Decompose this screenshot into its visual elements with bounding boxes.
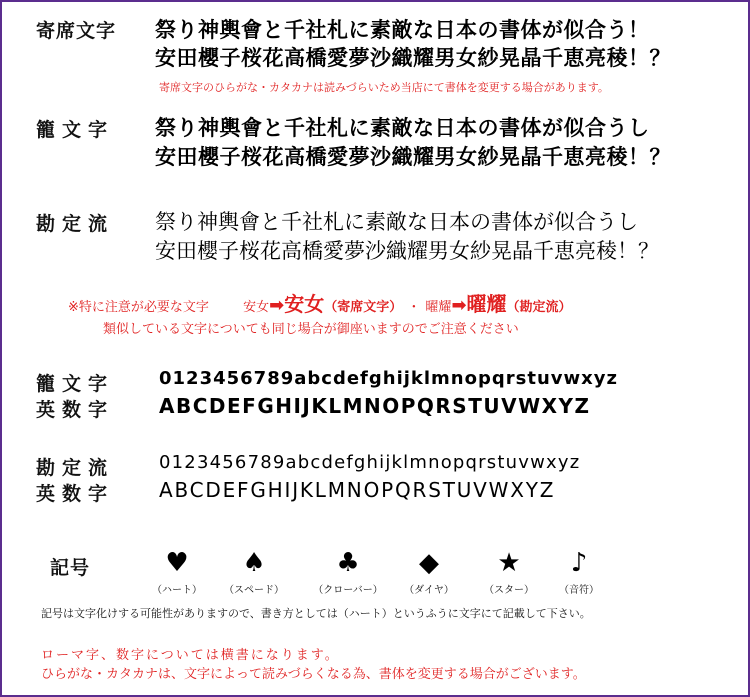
club-icon: ♣ xyxy=(336,548,360,578)
font-name-yose: 寄席文字 xyxy=(36,20,117,42)
symbols-label: 記号 xyxy=(50,557,91,579)
footer-line2: ひらがな・カタカナは、文字によって読みづらくなる為、書体を変更する場合がございます。 xyxy=(41,667,586,682)
alnum-kanjo-digits: 0123456789abcdefghijklmnopqrstuvwxyz xyxy=(159,452,581,473)
yose-note: 寄席文字のひらがな・カタカナは読みづらいため当店にて書体を変更する場合があります。 xyxy=(159,81,609,94)
font-sample-yose-line1: 祭り神輿會と千社札に素敵な日本の書体が似合う！ xyxy=(155,18,650,42)
club-caption: （クローバー） xyxy=(313,585,383,596)
caution-pair1-styled: 安女 xyxy=(284,292,325,316)
caution-row xyxy=(68,288,572,317)
alnum-kago-name1: 籠文字 xyxy=(36,373,115,395)
heart-caption: （ハート） xyxy=(152,585,202,596)
star-icon: ★ xyxy=(497,548,521,578)
alnum-kanjo-upper: ABCDEFGHIJKLMNOPQRSTUVWXYZ xyxy=(159,478,556,502)
alnum-kago-name2: 英数字 xyxy=(36,399,115,421)
spade-caption: （スペード） xyxy=(224,585,284,596)
alnum-kago-digits: 0123456789abcdefghijklmnopqrstuvwxyz xyxy=(159,368,618,389)
caution-separator: ・ xyxy=(407,300,421,315)
caution-lead: ※特に注意が必要な文字 xyxy=(68,300,209,315)
diamond-icon: ◆ xyxy=(419,548,439,578)
star-caption: （スター） xyxy=(484,585,534,596)
font-name-kanjo: 勘定流 xyxy=(36,213,115,235)
music-note-caption: （音符） xyxy=(559,585,599,596)
arrow-right-icon: ➡ xyxy=(269,295,285,316)
font-sample-kago-line2: 安田櫻子桜花高橋愛夢沙織耀男女紗晃晶千恵亮稜！？ xyxy=(155,145,671,169)
footer-line1: ローマ字、数字については横書になります。 xyxy=(41,648,340,663)
font-sample-yose-line2: 安田櫻子桜花高橋愛夢沙織耀男女紗晃晶千恵亮稜！？ xyxy=(155,46,671,70)
arrow-right-icon: ➡ xyxy=(451,295,467,316)
music-note-icon: ♪ xyxy=(570,548,588,578)
font-sample-kago-line1: 祭り神輿會と千社札に素敵な日本の書体が似合うし xyxy=(155,116,650,140)
spade-icon: ♠ xyxy=(242,548,266,578)
heart-icon: ♥ xyxy=(165,548,189,578)
caution-pair1-plain: 安女 xyxy=(243,300,270,315)
caution-pair2-plain: 曜耀 xyxy=(425,300,452,315)
caution-pair2-styled: 曜耀 xyxy=(466,292,507,316)
caution-pair2-font: （勘定流） xyxy=(506,300,572,315)
caution-pair1-font: （寄席文字） xyxy=(324,300,403,315)
alnum-kanjo-name1: 勘定流 xyxy=(36,457,115,479)
diamond-caption: （ダイヤ） xyxy=(404,585,454,596)
font-name-kago: 籠文字 xyxy=(36,119,115,141)
font-sample-kanjo-line1: 祭り神輿會と千社札に素敵な日本の書体が似合うし xyxy=(155,210,638,234)
alnum-kago-upper: ABCDEFGHIJKLMNOPQRSTUVWXYZ xyxy=(159,394,591,418)
symbols-note: 記号は文字化けする可能性がありますので、書き方としては（ハート）というふうに文字にて記載して下さい。 xyxy=(41,607,591,620)
font-sample-kanjo-line2: 安田櫻子桜花高橋愛夢沙織耀男女紗晃晶千恵亮稜！？ xyxy=(155,239,659,263)
caution-sub: 類似している文字についても同じ場合が御座いますのでご注意ください xyxy=(103,322,519,337)
alnum-kanjo-name2: 英数字 xyxy=(36,483,115,505)
